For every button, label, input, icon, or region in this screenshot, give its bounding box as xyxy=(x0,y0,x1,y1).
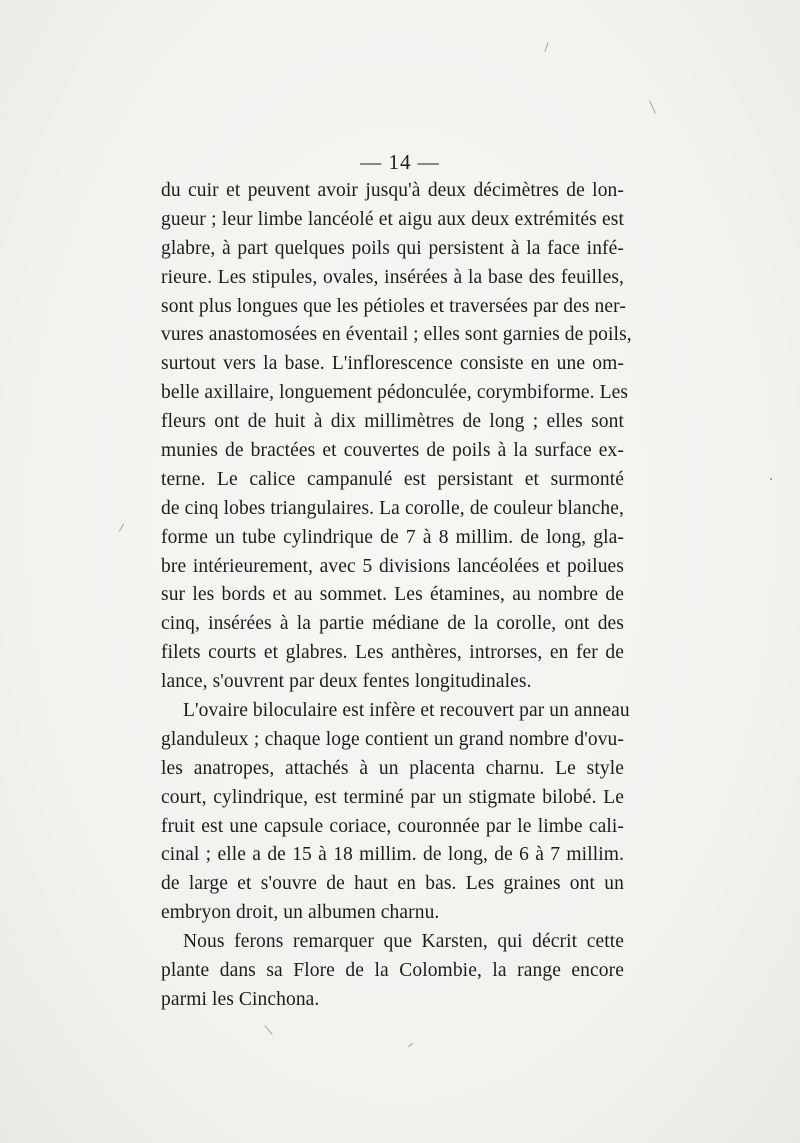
text-line: forme un tube cylindrique de 7 à 8 millim. de long, gla- xyxy=(161,526,624,548)
body-text xyxy=(161,177,632,1015)
text-line: sont plus longues que les pétioles et traversées par des ner- xyxy=(161,295,626,317)
paper-speck xyxy=(264,1025,272,1035)
text-line: glabre, à part quelques poils qui persistent à la face infé- xyxy=(161,237,624,259)
paper-speck xyxy=(408,1043,413,1048)
paper-speck xyxy=(544,42,548,52)
paragraph-end-line: embryon droit, un albumen charnu. xyxy=(161,902,440,924)
paragraph-start-line: L'ovaire biloculaire est infère et recouvert par un anneau xyxy=(183,700,630,722)
text-line: du cuir et peuvent avoir jusqu'à deux décimètres de lon- xyxy=(161,180,624,201)
text-line: cinq, insérées à la partie médiane de la corolle, ont des xyxy=(161,613,624,635)
text-line: les anatropes, attachés à un placenta charnu. Le style xyxy=(161,757,624,779)
text-line: glanduleux ; chaque loge contient un grand nombre d'ovu- xyxy=(161,728,624,750)
text-line: court, cylindrique, est terminé par un stigmate bilobé. Le xyxy=(161,786,624,808)
text-line: de large et s'ouvre de haut en bas. Les graines ont un xyxy=(161,873,624,895)
paragraph-end-line: lance, s'ouvrent par deux fentes longitudinales. xyxy=(161,671,532,693)
paper-speck xyxy=(119,523,124,531)
text-line: fleurs ont de huit à dix millimètres de long ; elles sont xyxy=(161,411,624,433)
text-line: cinal ; elle a de 15 à 18 millim. de long, de 6 à 7 millim. xyxy=(161,844,624,866)
paper-speck xyxy=(770,478,772,480)
text-line: rieure. Les stipules, ovales, insérées à la base des feuilles, xyxy=(161,266,624,288)
text-line: vures anastomosées en éventail ; elles sont garnies de poils, xyxy=(161,324,632,346)
text-line: munies de bractées et couvertes de poils à la surface ex- xyxy=(161,440,624,462)
text-line: sur les bords et au sommet. Les étamines, au nombre de xyxy=(161,584,624,606)
text-line: belle axillaire, longuement pédonculée, corymbiforme. Les xyxy=(161,382,629,404)
text-line: terne. Le calice campanulé est persistant et surmonté xyxy=(161,468,624,490)
text-line: fruit est une capsule coriace, couronnée par le limbe cali- xyxy=(161,815,624,837)
text-line: bre intérieurement, avec 5 divisions lancéolées et poilues xyxy=(161,555,624,577)
paragraph-start-line: Nous ferons remarquer que Karsten, qui décrit cette xyxy=(183,931,624,953)
text-line: filets courts et glabres. Les anthères, introrses, en fer de xyxy=(161,642,624,664)
paper-speck xyxy=(649,100,656,113)
text-line: gueur ; leur limbe lancéolé et aigu aux deux extrémités est xyxy=(161,208,624,230)
text-line: plante dans sa Flore de la Colombie, la range encore xyxy=(161,960,624,982)
paragraph-end-line: parmi les Cinchona. xyxy=(161,988,320,1010)
page-number: — 14 — xyxy=(360,150,440,174)
text-line: surtout vers la base. L'inflorescence consiste en une om- xyxy=(161,353,624,375)
text-line: de cinq lobes triangulaires. La corolle, de couleur blanche, xyxy=(161,497,624,519)
